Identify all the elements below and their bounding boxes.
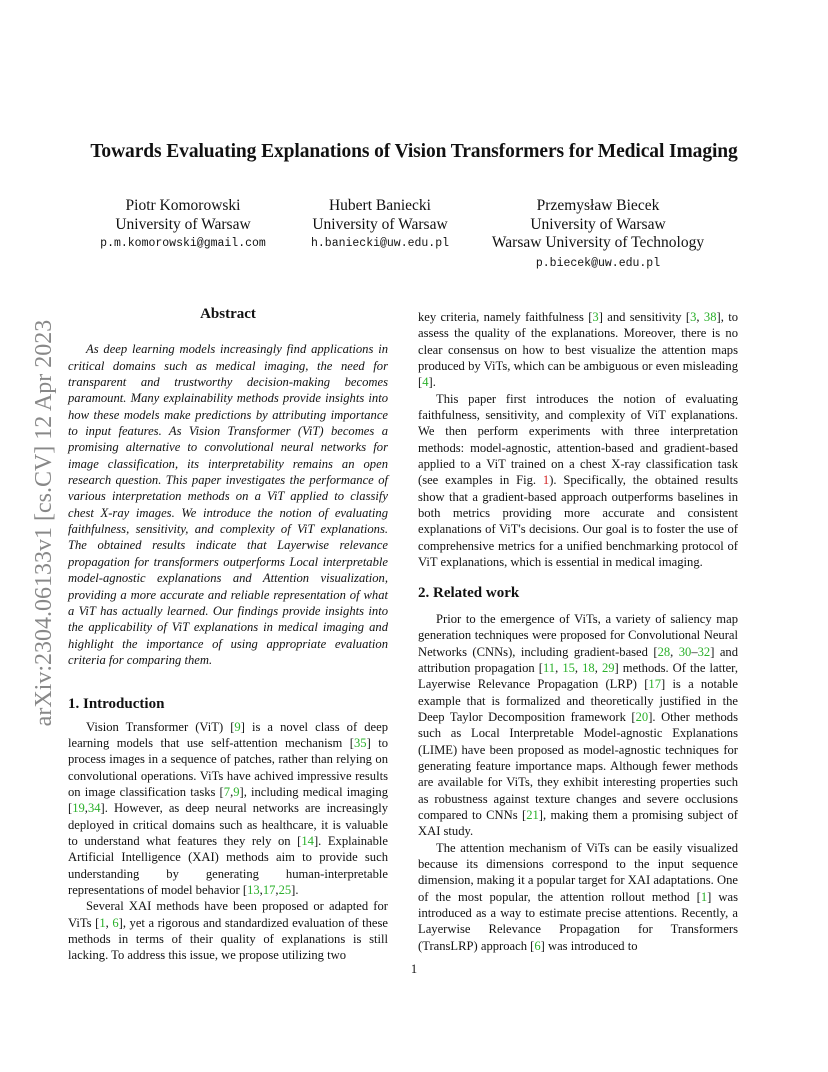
intro-paragraph-2: Several XAI methods have been proposed or adapted for ViTs [1, 6], yet a rigorous and standardized evaluation of these methods in terms of their quality of explanations is still lacking. To address this issue, we propose utilizing two: [68, 899, 389, 963]
related-work-paragraph-2: The attention mechanism of ViTs can be easily visualized because its dimensions correspond to the input sequence dimension, making it a popular target for XAI adaptations. One of the most popular, the attention rollout method [1] was introduced as a way to estimate precise attentions. Recently, a Layerwise Relevance Propagation for Transformers (TransLRP) approach [6] was introduced to: [418, 840, 738, 953]
arxiv-stamp-text: arXiv:2304.06133v1 [cs.CV] 12 Apr 2023: [31, 319, 57, 727]
author-block-2: [280, 197, 480, 254]
intro-paragraph-1: Vision Transformer (ViT) [9] is a novel class of deep learning models that use self-attention mechanism [35] to process images in a sequence of patches, rather than relying on convolutional operations. ViTs have achived impressive results on image classification tasks [7,9], including medical imaging [19,34]. However, as deep neural networks are increasingly deployed in critical domains such as healthcare, it is valuable to understand what features they rely on [14]. Explainable Artificial Intelligence (XAI) methods aim to provide such understanding by generating human-interpretable representations of model behavior [13,17,25].: [68, 719, 389, 897]
author-name: Piotr Komorowski: [125, 197, 241, 214]
page-number: 1: [410, 962, 418, 976]
related-work-paragraph-1: Prior to the emergence of ViTs, a variety of saliency map generation techniques were proposed for Convolutional Neural Networks (CNNs), including gradient-based [28, 30–32] and attribution propagation [11, 15, 18, 29] methods. Of the latter, Layerwise Relevance Propagation (LRP) [17] is a notable example that is formalized and theoretically justified in the Deep Taylor Decomposition framework [20]. Other methods such as Local Interpretable Model-agnostic Explanations (LIME) have been proposed as model-agnostic techniques for generating feature importance maps. Although fewer methods are available for ViTs, they exhibit interesting properties such as robustness against texture changes and severe occlusions compared to CNNs [21], making them a promising subject of XAI study.: [418, 611, 739, 839]
author-email: p.m.komorowski@gmail.com: [100, 237, 266, 250]
section-heading-related-work: 2. Related work: [418, 584, 520, 601]
author-email: p.biecek@uw.edu.pl: [535, 256, 661, 270]
abstract-heading: Abstract: [200, 306, 256, 322]
author-block-1: [83, 197, 283, 254]
intro-paragraph-contributions: This paper first introduces the notion of evaluating faithfulness, sensitivity, and complexity of ViT explanations. We then perform experiments with three interpretation methods: model-agnostic, attention-based and gradient-based applied to a ViT trained on a chest X-ray classification task (see examples in Fig. 1). Specifically, the obtained results show that a gradient-based approach outperforms baselines in both metrics providing more accurate and consistent explanations of ViT's decisions. Our goal is to foster the use of comprehensive metrics for a unified benchmarking protocol of ViT explanations, which is essential in medical imaging.: [418, 391, 739, 570]
author-name: Hubert Baniecki: [328, 197, 431, 214]
arxiv-stamp: [26, 286, 62, 760]
right-column: [418, 309, 738, 954]
paper-title: Towards Evaluating Explanations of Vision Transformers for Medical Imaging: [90, 141, 738, 162]
section-heading-introduction: 1. Introduction: [68, 696, 165, 713]
author-affiliation-2: Warsaw University of Technology: [491, 234, 705, 251]
author-affiliation: University of Warsaw: [115, 215, 251, 233]
author-email: h.baniecki@uw.edu.pl: [310, 237, 450, 250]
author-affiliation: University of Warsaw: [530, 215, 666, 233]
abstract-text: As deep learning models increasingly find applications in critical domains such as medical imaging, the need for transparent and trustworthy decision-making becomes paramount. Many explainability methods provide insights into how these models make predictions by attributing importance to input features. As Vision Transformer (ViT) becomes a promising alternative to convolutional neural networks for image classification, its interpretability remains an open research question. This paper investigates the performance of various interpretation methods on a ViT applied to classify chest X-ray images. We introduce the notion of evaluating faithfulness, sensitivity, and complexity of ViT explanations. The obtained results indicate that Layerwise relevance propagation for transformers outperforms Local interpretable model-agnostic explanations and Attention visualization, providing a more accurate and reliable representation of what a ViT has actually learned. Our findings provide insights into the applicability of ViT explanations in medical imaging and highlight the importance of using appropriate evaluation criteria for comparing them.: [68, 342, 388, 667]
author-name: Przemysław Biecek: [536, 197, 660, 214]
left-column: [68, 306, 388, 964]
intro-continued-paragraph: key criteria, namely faithfulness [3] and sensitivity [3, 38], to assess the quality of the explanations. Moreover, there is no clear consensus on how to best visualize the attention maps produced by ViTs, which can be ambiguous or even misleading [4].: [418, 310, 738, 390]
author-block-3: [478, 197, 718, 273]
author-affiliation: University of Warsaw: [312, 215, 448, 233]
